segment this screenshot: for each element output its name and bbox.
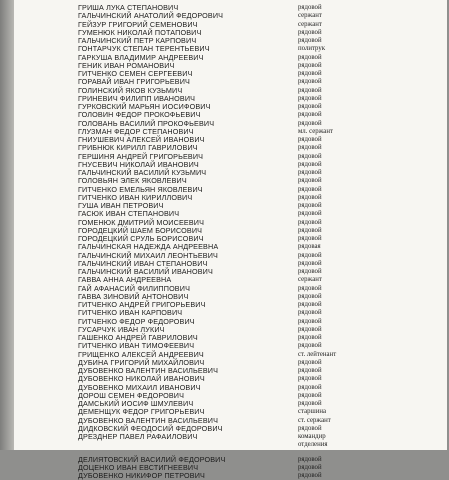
person-name: ГАШЕНКО АНДРЕЙ ГАВРИЛОВИЧ bbox=[78, 333, 198, 342]
person-name: ГУСАРЧУК ИВАН ЛУКИЧ bbox=[78, 324, 165, 334]
military-rank: рядовой bbox=[298, 86, 322, 94]
person-name: ГОМЕНЮК ДМИТРИЙ МОИСЕЕВИЧ bbox=[78, 217, 205, 227]
person-name: ДИДКОВСКИЙ ФЕОДОСИЙ ФЕДОРОВИЧ bbox=[78, 423, 223, 433]
person-name: ГЕЙЗУР ГРИГОРИЙ СЕМЕНОВИЧ bbox=[78, 19, 198, 29]
military-rank: сержант bbox=[298, 276, 322, 284]
person-name: ГАВВА АННА АНДРЕЕВНА bbox=[78, 275, 172, 285]
person-name: ДОЦЕНКО ИВАН ЕВСТИГНЕЕВИЧ bbox=[78, 462, 199, 472]
person-name: ГИТЧЕНКО ФЕДОР ФЕДОРОВИЧ bbox=[78, 316, 195, 326]
person-name: ДЕМЕНЩУК ФЕДОР ГРИГОРЬЕВИЧ bbox=[78, 407, 205, 417]
military-rank: рядовой bbox=[298, 144, 322, 152]
person-name: ГРИБНЮК КИРИЛЛ ГАВРИЛОВИЧ bbox=[78, 143, 198, 153]
person-name: ГРИНЕВИЧ ФИЛИПП ИВАНОВИЧ bbox=[78, 93, 196, 103]
book-gutter-shadow bbox=[0, 0, 14, 450]
person-name: ГИТЧЕНКО ИВАН КАРПОВИЧ bbox=[78, 308, 183, 318]
person-name: ГИТЧЕНКО ИВАН КИРИЛЛОВИЧ bbox=[78, 192, 193, 202]
military-rank: рядовой bbox=[298, 358, 322, 366]
military-rank: рядовой bbox=[298, 268, 322, 275]
military-rank: рядовой bbox=[298, 292, 322, 300]
person-name: ГАЛЬЧИНСКИЙ ПЕТР КАРПОВИЧ bbox=[78, 36, 197, 45]
military-rank: рядовой bbox=[298, 210, 322, 218]
person-name: ГОРОДЕЦКИЙ СРУЛЬ БОРИСОВИЧ bbox=[78, 234, 204, 243]
person-name: ГАЛЬЧИНСКАЯ НАДЕЖДА АНДРЕЕВНА bbox=[78, 242, 219, 252]
military-rank: рядовой bbox=[298, 301, 322, 308]
person-name: ГИТЧЕНКО АНДРЕЙ ГРИГОРЬЕВИЧ bbox=[78, 300, 206, 309]
military-rank: рядовой bbox=[298, 367, 322, 374]
military-rank: рядовой bbox=[298, 94, 322, 102]
military-rank: рядовой bbox=[298, 226, 322, 234]
list-item bbox=[78, 472, 438, 480]
person-name: ДРЕЗДНЕР ПАВЕЛ РАФАИЛОВИЧ bbox=[78, 432, 198, 441]
person-name: ГАЙ АФАНАСИЙ ФИЛИППОВИЧ bbox=[78, 283, 191, 293]
military-rank: рядовой bbox=[298, 152, 322, 160]
military-rank: рядовой bbox=[298, 103, 322, 110]
military-rank: старшина bbox=[298, 408, 327, 416]
person-name: ГИТЧЕНКО ЕМЕЛЬЯН ЯКОВЛЕВИЧ bbox=[78, 184, 203, 194]
person-name: ДУБИНА ГРИГОРИЙ МИХАЙЛОВИЧ bbox=[78, 357, 205, 367]
person-name: ДЕЛИЯТОВСКИЙ ВАСИЛИЙ ФЕДОРОВИЧ bbox=[78, 454, 226, 464]
person-name: ГОЛИНСКИЙ ЯКОВ КУЗЬМИЧ bbox=[78, 85, 183, 95]
military-rank: рядовой bbox=[298, 463, 322, 471]
person-name: ГОРОДЕЦКИЙ ШАЕМ БОРИСОВИЧ bbox=[78, 225, 203, 235]
person-name: ДУБОВЕНКО НИКИФОР ПЕТРОВИЧ bbox=[78, 471, 205, 480]
person-name: ГАСЮК ИВАН СТЕПАНОВИЧ bbox=[78, 209, 180, 219]
person-name: ГРИША ЛУКА СТЕПАНОВИЧ bbox=[78, 3, 179, 12]
person-name: ГИТЧЕНКО ИВАН ТИМОФЕЕВИЧ bbox=[78, 341, 195, 351]
person-name: ГАЛЬЧИНСКИЙ МИХАИЛ ЛЕОНТЬЕВИЧ bbox=[78, 250, 219, 260]
person-name: ДУБОВЕНКО МИХАИЛ ИВАНОВИЧ bbox=[78, 382, 201, 392]
person-name: ГИТЧЕНКО СЕМЕН СЕРГЕЕВИЧ bbox=[78, 69, 193, 78]
person-name: ГАЛЬЧИНСКИЙ ВАСИЛИЙ КУЗЬМИЧ bbox=[78, 168, 207, 177]
person-name: ГНИУШЕВИЧ АЛЕКСЕЙ ИВАНОВИЧ bbox=[78, 135, 205, 144]
military-rank: рядовой bbox=[298, 218, 322, 226]
military-rank: политрук bbox=[298, 45, 326, 53]
military-rank: рядовой bbox=[298, 309, 322, 317]
person-name: ГОНТАРЧУК СТЕПАН ТЕРЕНТЬЕВИЧ bbox=[78, 44, 210, 54]
military-rank: рядовой bbox=[298, 4, 322, 11]
person-name: ГУРКОВСКИЙ МАРЬЯН ИОСИФОВИЧ bbox=[78, 102, 211, 111]
military-rank: рядовой bbox=[298, 400, 322, 407]
military-rank: рядовой bbox=[298, 160, 322, 168]
list-item bbox=[78, 433, 438, 441]
person-name: ГЛУЗМАН ФЕДОР СТЕПАНОВИЧ bbox=[78, 126, 194, 136]
military-rank: рядовой bbox=[298, 334, 322, 341]
military-rank: рядовой bbox=[298, 53, 322, 61]
military-rank: сержант bbox=[298, 20, 322, 28]
list-item bbox=[78, 441, 438, 449]
military-rank: рядовой bbox=[298, 61, 322, 69]
military-rank: рядовой bbox=[298, 37, 322, 44]
military-rank: рядовой bbox=[298, 202, 322, 209]
person-name: ГАВВА ЗИНОВИЙ АНТОНОВИЧ bbox=[78, 291, 189, 301]
military-rank: мл. сержант bbox=[298, 127, 333, 135]
person-name: ГАРКУША ВЛАДИМИР АНДРЕЕВИЧ bbox=[78, 52, 204, 62]
person-name: ГОРАВАЙ ИВАН ГРИГОРЬЕВИЧ bbox=[78, 77, 190, 87]
military-rank: рядовой bbox=[298, 391, 322, 399]
person-name: ДУБОВЕНКО НИКОЛАЙ ИВАНОВИЧ bbox=[78, 374, 205, 384]
person-name: ГОЛОВИН ФЕДОР ПРОКОФЬЕВИЧ bbox=[78, 110, 201, 120]
military-rank: рядовой bbox=[298, 119, 322, 127]
military-rank: рядовой bbox=[298, 342, 322, 350]
military-rank: рядовой bbox=[298, 424, 322, 432]
military-rank: рядовой bbox=[298, 193, 322, 201]
military-rank: рядовой bbox=[298, 111, 322, 119]
person-name: ГАЛЬЧИНСКИЙ АНАТОЛИЙ ФЕДОРОВИЧ bbox=[78, 11, 224, 21]
person-name: ГЕРШИНЯ АНДРЕЙ ГРИГОРЬЕВИЧ bbox=[78, 151, 204, 161]
military-rank: рядовой bbox=[298, 325, 322, 333]
military-rank: рядовой bbox=[298, 455, 322, 463]
memorial-name-list bbox=[78, 4, 438, 480]
military-rank: командир bbox=[298, 433, 326, 440]
military-rank: рядовой bbox=[298, 383, 322, 391]
person-name: ГНУСЕВИЧ НИКОЛАЙ ИВАНОВИЧ bbox=[78, 159, 199, 169]
person-name: ГУМЕНЮК НИКОЛАЙ ПОТАПОВИЧ bbox=[78, 27, 202, 37]
person-name: ДУБОВЕНКО ВАЛЕНТИН ВАСИЛЬЕВИЧ bbox=[78, 415, 219, 425]
military-rank: рядовой bbox=[298, 375, 322, 383]
person-name: ДАМСЬКИЙ ИОСИФ ШМУЛЕВИЧ bbox=[78, 399, 194, 408]
person-name: ГУША ИВАН ПЕТРОВИЧ bbox=[78, 201, 164, 210]
military-rank: рядовой bbox=[298, 136, 322, 143]
military-rank: рядовой bbox=[298, 177, 322, 185]
military-rank: рядовой bbox=[298, 235, 322, 242]
person-name: ДОРОШ СЕМЕН ФЕДОРОВИЧ bbox=[78, 390, 185, 400]
person-name: ГРИЩЕНКО АЛЕКСЕЙ АНДРЕЕВИЧ bbox=[78, 349, 204, 359]
person-name: ГЕНИК ИВАН РОМАНОВИЧ bbox=[78, 60, 175, 70]
person-name: ГАЛЬЧИНСКИЙ ИВАН СТЕПАНОВИЧ bbox=[78, 258, 208, 268]
military-rank: рядовая bbox=[298, 243, 321, 251]
person-name: ДУБОВЕНКО ВАЛЕНТИН ВАСИЛЬЕВИЧ bbox=[78, 366, 219, 375]
military-rank: ст. сержант bbox=[298, 416, 331, 424]
military-rank: сержант bbox=[298, 12, 322, 20]
person-name: ГАЛЬЧИНСКИЙ ВАСИЛИЙ ИВАНОВИЧ bbox=[78, 267, 213, 276]
military-rank: отделения bbox=[298, 441, 328, 449]
military-rank: ст. лейтенант bbox=[298, 350, 337, 358]
military-rank: рядовой bbox=[298, 28, 322, 36]
person-name: ГОЛОВАНЬ ВАСИЛИЙ ПРОКОФЬЕВИЧ bbox=[78, 118, 215, 128]
person-name: ГОЛОВЬЯН ЭЛЕК ЯКОВЛЕВИЧ bbox=[78, 176, 187, 186]
military-rank: рядовой bbox=[298, 70, 322, 77]
book-page bbox=[14, 0, 447, 480]
military-rank: рядовой bbox=[298, 259, 322, 267]
military-rank: рядовой bbox=[298, 284, 322, 292]
military-rank: рядовой bbox=[298, 185, 322, 193]
military-rank: рядовой bbox=[298, 472, 322, 479]
military-rank: рядовой bbox=[298, 251, 322, 259]
military-rank: рядовой bbox=[298, 169, 322, 176]
military-rank: рядовой bbox=[298, 317, 322, 325]
military-rank: рядовой bbox=[298, 78, 322, 86]
